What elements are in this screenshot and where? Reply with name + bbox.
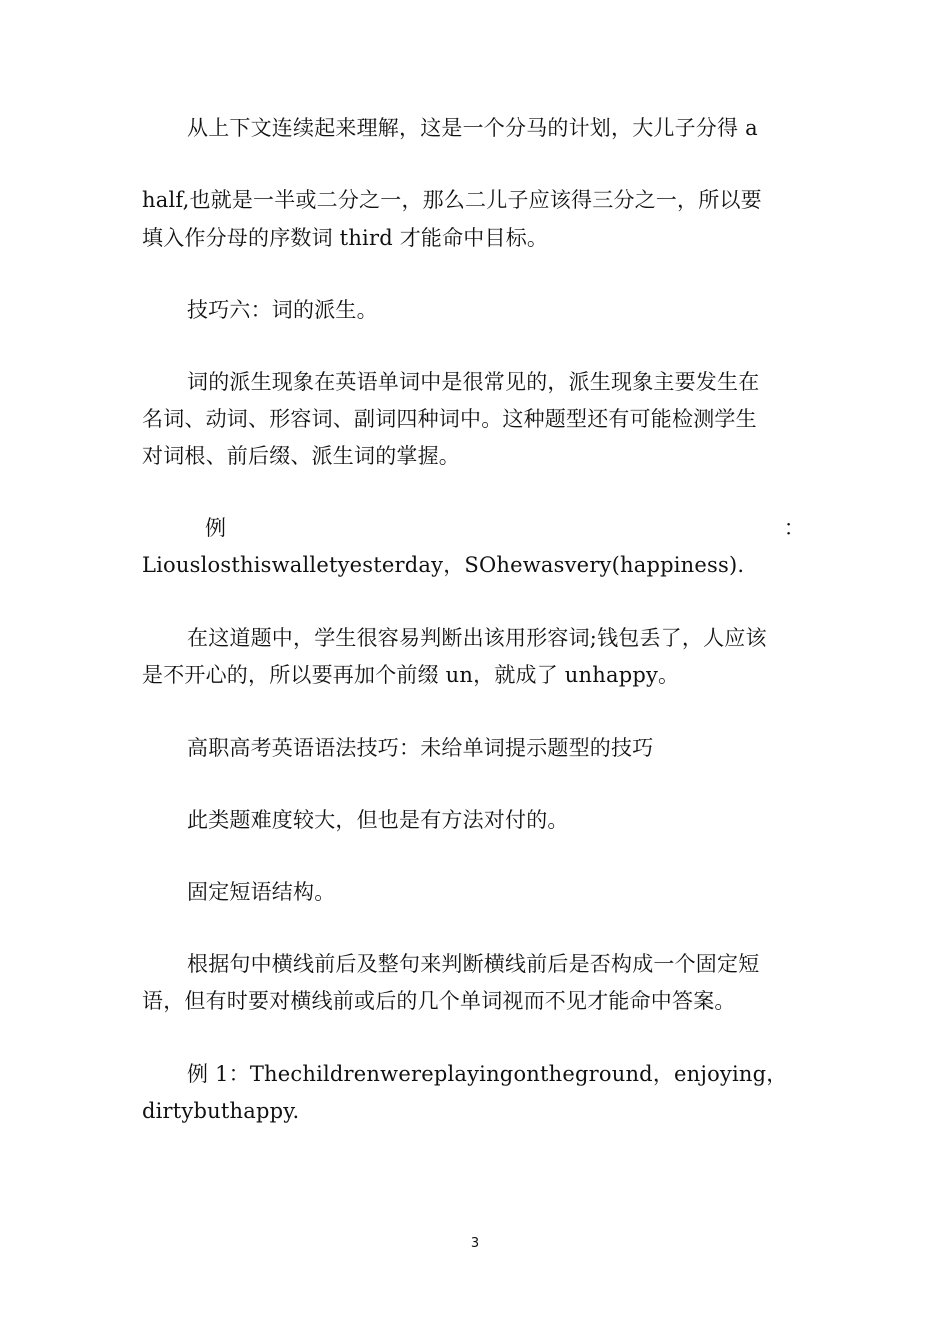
section-heading: 高职高考英语语法技巧：未给单词提示题型的技巧 — [187, 736, 654, 760]
paragraph-line: 根据句中横线前后及整句来判断横线前后是否构成一个固定短 — [187, 952, 760, 976]
example-sentence: Liouslosthiswalletyesterday，SOhewasvery(happiness). — [142, 553, 745, 577]
paragraph-line: 填入作分母的序数词 third 才能命中目标。 — [142, 226, 549, 250]
example-label: 例 — [205, 516, 227, 540]
example-sentence: 例 1：Thechildrenwereplayingontheground，enjoying， — [187, 1062, 788, 1086]
paragraph-line: 词的派生现象在英语单词中是很常见的，派生现象主要发生在 — [187, 370, 760, 394]
paragraph-line: 是不开心的，所以要再加个前缀 un，就成了 unhappy。 — [142, 663, 680, 687]
section-heading: 技巧六：词的派生。 — [187, 298, 378, 322]
paragraph-line: 对词根、前后缀、派生词的掌握。 — [142, 444, 460, 468]
example-sentence: dirtybuthappy. — [142, 1099, 300, 1123]
paragraph-line: half,也就是一半或二分之一，那么二儿子应该得三分之一，所以要 — [142, 188, 762, 212]
example-colon: ： — [783, 516, 805, 540]
section-heading: 固定短语结构。 — [187, 880, 336, 904]
page-number: 3 — [470, 1236, 480, 1251]
paragraph-line: 此类题难度较大，但也是有方法对付的。 — [187, 808, 569, 832]
paragraph-line: 在这道题中，学生很容易判断出该用形容词;钱包丢了，人应该 — [187, 626, 767, 650]
paragraph-line: 从上下文连续起来理解，这是一个分马的计划，大儿子分得 a — [187, 116, 758, 140]
paragraph-line: 语，但有时要对横线前或后的几个单词视而不见才能命中答案。 — [142, 989, 736, 1013]
example-label-line — [205, 510, 805, 546]
paragraph-line: 名词、动词、形容词、副词四种词中。这种题型还有可能检测学生 — [142, 407, 757, 431]
